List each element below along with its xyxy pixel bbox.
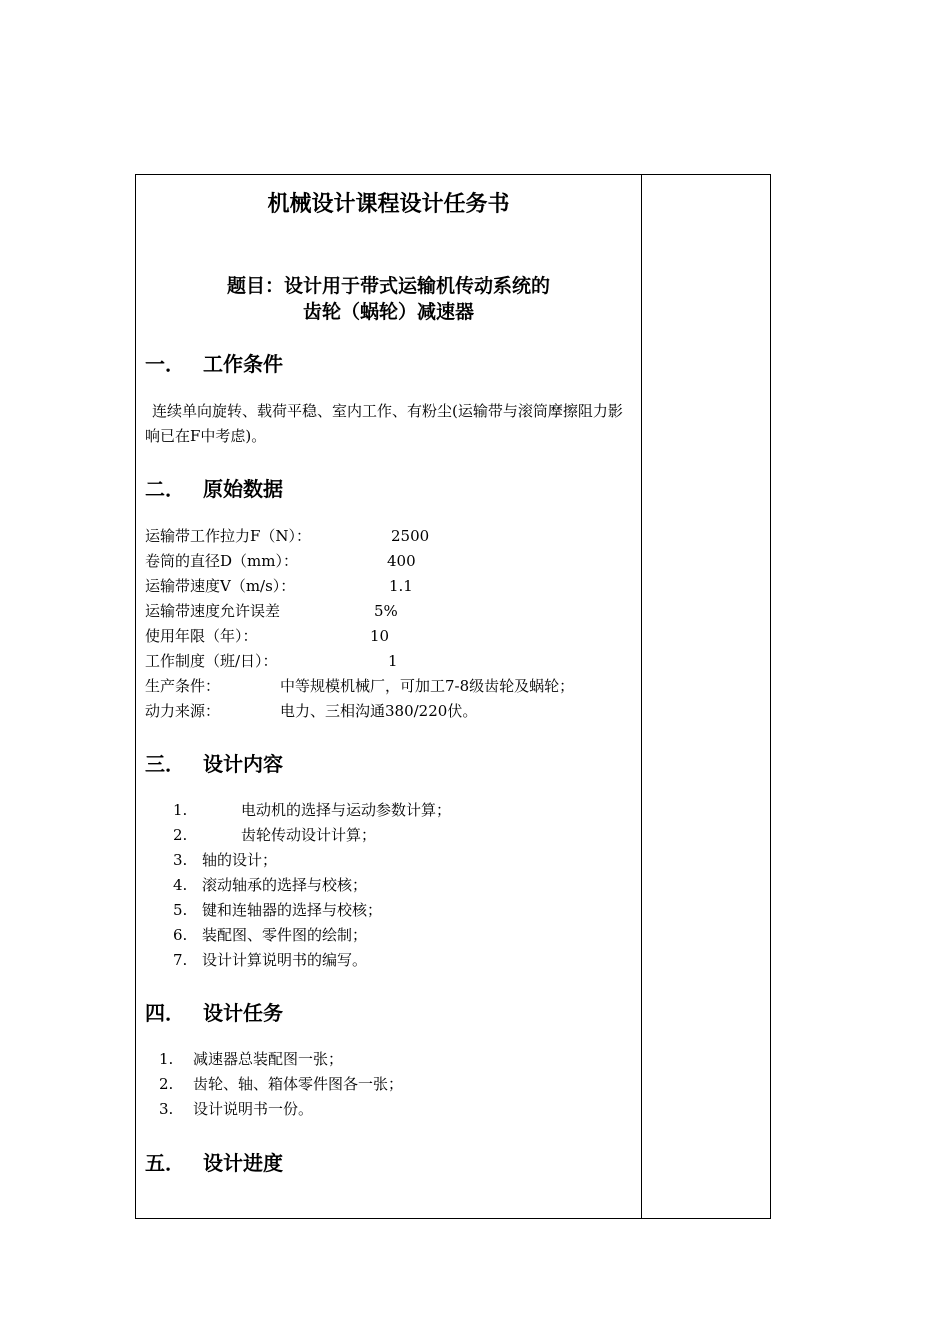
list-item-text: 减速器总装配图一张； — [193, 1050, 344, 1068]
section-title: 原始数据 — [203, 477, 283, 501]
list-item-text: 齿轮、轴、箱体零件图各一张； — [193, 1075, 404, 1093]
list-item-number: 6. — [173, 926, 188, 944]
data-label: 卷筒的直径D（mm）： — [145, 552, 298, 570]
section-number: 三． — [145, 752, 185, 776]
task-table — [135, 174, 771, 1219]
list-item-number: 3. — [159, 1100, 174, 1118]
list-item-number: 4. — [173, 876, 188, 894]
topic-heading — [136, 273, 641, 325]
list-item-number: 5. — [173, 901, 188, 919]
list-item-text: 电动机的选择与运动参数计算； — [241, 801, 452, 819]
side-cell — [642, 175, 770, 1218]
section-title: 工作条件 — [203, 352, 283, 376]
list-item-number: 3. — [173, 851, 188, 869]
section-title: 设计内容 — [203, 752, 283, 776]
section-heading-design-tasks — [145, 997, 283, 1026]
section-title: 设计任务 — [203, 1001, 283, 1025]
data-label: 工作制度（班/日）： — [145, 652, 278, 670]
list-item-number: 1. — [173, 801, 188, 819]
topic-line-2: 齿轮（蜗轮）减速器 — [302, 301, 474, 323]
section-heading-design-schedule — [145, 1147, 283, 1176]
data-value: 1 — [388, 652, 398, 670]
list-item-text: 装配图、零件图的绘制； — [202, 926, 368, 944]
data-value: 电力、三相沟通380/220伏。 — [280, 702, 478, 720]
section-title: 设计进度 — [203, 1151, 283, 1175]
data-label: 使用年限（年）： — [145, 627, 258, 645]
list-item-number: 2. — [173, 826, 188, 844]
data-label: 动力来源： — [145, 702, 221, 720]
data-label: 生产条件： — [145, 677, 221, 695]
section-number: 五． — [145, 1151, 185, 1175]
topic-line-1: 题目：设计用于带式运输机传动系统的 — [226, 275, 550, 297]
list-item-text: 轴的设计； — [202, 851, 278, 869]
list-item-number: 2. — [159, 1075, 174, 1093]
list-item-text: 设计计算说明书的编写。 — [202, 951, 368, 969]
section-heading-work-conditions — [145, 348, 283, 377]
list-item-text: 滚动轴承的选择与校核； — [202, 876, 368, 894]
work-conditions-text: 连续单向旋转、载荷平稳、室内工作、有粉尘(运输带与滚筒摩擦阻力影响已在F中考虑)。 — [145, 402, 623, 445]
section-number: 四． — [145, 1001, 185, 1025]
list-item-text: 设计说明书一份。 — [193, 1100, 314, 1118]
data-label: 运输带速度允许误差 — [145, 602, 281, 620]
section-heading-original-data — [145, 473, 283, 502]
data-value: 2500 — [391, 527, 430, 545]
list-item-text: 键和连轴器的选择与校核； — [202, 901, 383, 919]
list-item-text: 齿轮传动设计计算； — [241, 826, 377, 844]
list-item-number: 1. — [159, 1050, 174, 1068]
data-value: 1.1 — [389, 577, 413, 595]
data-value: 中等规模机械厂，可加工7-8级齿轮及蜗轮； — [280, 677, 575, 695]
list-item-number: 7. — [173, 951, 188, 969]
section-number: 二． — [145, 477, 185, 501]
data-label: 运输带速度V（m/s）： — [145, 577, 296, 595]
section-heading-design-content — [145, 748, 283, 777]
data-value: 5% — [374, 602, 398, 620]
data-value: 400 — [387, 552, 416, 570]
data-value: 10 — [370, 627, 390, 645]
data-label: 运输带工作拉力F（N）： — [145, 527, 312, 545]
section-number: 一． — [145, 352, 185, 376]
document-title: 机械设计课程设计任务书 — [267, 191, 510, 217]
